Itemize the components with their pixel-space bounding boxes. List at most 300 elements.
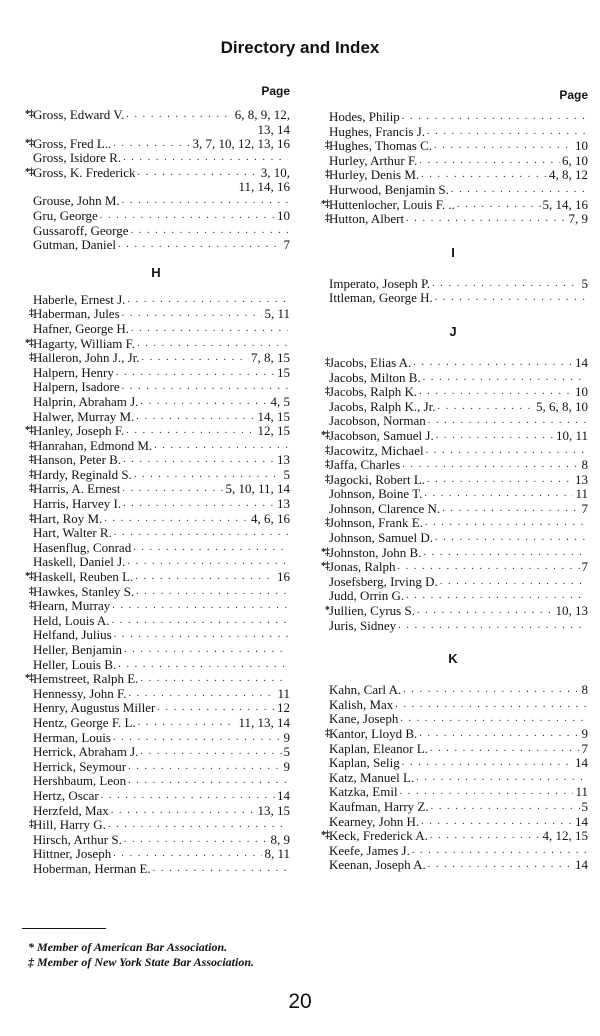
entry-name: Jacobs, Milton B.: [329, 369, 421, 385]
entry-pages: 6, 8, 9, 12,: [234, 107, 290, 122]
entry-name: Gussaroff, George: [33, 222, 129, 238]
index-entry: [318, 604, 588, 619]
dot-leader: [423, 371, 586, 386]
index-entry: [22, 194, 290, 209]
entry-pages: 4, 5: [270, 393, 290, 409]
entry-name: Gru, George: [33, 207, 98, 223]
dot-leader: [126, 108, 233, 123]
dot-leader: [427, 473, 573, 488]
index-entry: [22, 701, 290, 716]
membership-marks: *‡: [25, 337, 33, 349]
index-entry: [22, 804, 290, 819]
entry-name: Kaufman, Harry Z.: [329, 798, 429, 814]
membership-marks: ‡: [325, 517, 329, 529]
entry-name: Herrick, Seymour: [33, 758, 127, 774]
dot-leader: [138, 716, 237, 731]
dot-leader: [112, 614, 288, 629]
index-entry: [22, 151, 290, 166]
entry-name: Hodes, Philip: [329, 109, 400, 124]
index-entry: [318, 815, 588, 830]
entry-name: Keck, Frederick A.: [329, 828, 428, 844]
index-entry: [318, 168, 588, 183]
entry-name: Kane, Joseph: [329, 711, 399, 727]
index-entry: [22, 847, 290, 862]
membership-marks: ‡: [29, 308, 33, 320]
entry-name: Josefsberg, Irving D.: [329, 573, 438, 589]
index-entry: [318, 844, 588, 859]
membership-marks: *‡: [321, 561, 329, 573]
section-letter: K: [448, 651, 458, 667]
section-letter: H: [151, 264, 161, 280]
index-entry: [22, 833, 290, 848]
index-entry: [318, 560, 588, 575]
index-entry: [318, 698, 588, 713]
dot-leader: [428, 414, 586, 429]
index-entry: [318, 712, 588, 727]
entry-name: Jacobson, Samuel J.: [329, 427, 434, 443]
entry-pages: 12, 15: [257, 423, 290, 439]
entry-name: Hughes, Francis J.: [329, 123, 426, 139]
index-entry: [22, 614, 290, 629]
index-entry: [22, 585, 290, 600]
dot-leader: [136, 410, 255, 425]
index-entry: [318, 858, 588, 873]
entry-pages: 7: [581, 740, 588, 756]
index-entry: [318, 487, 588, 502]
dot-leader: [112, 599, 288, 614]
footnote-divider: [22, 928, 106, 929]
entry-name: Hart, Roy M.: [33, 510, 103, 526]
dot-leader: [440, 575, 586, 590]
dot-leader: [153, 862, 288, 877]
dot-leader: [127, 555, 288, 570]
entry-pages: 8: [581, 682, 588, 698]
entry-name: Henry, Augustus Miller: [33, 700, 156, 716]
entry-name: Hurley, Arthur F.: [329, 152, 418, 168]
left-column: [22, 82, 290, 877]
index-entry: [318, 429, 588, 444]
index-entry: [318, 154, 588, 169]
entry-pages: 14: [575, 755, 588, 771]
entry-name: Herrick, Abraham J.: [33, 744, 139, 760]
dot-leader: [438, 400, 534, 415]
entry-name: Hirsch, Arthur S.: [33, 831, 122, 847]
entry-name: Hill, Harry G.: [33, 817, 106, 833]
entry-name: Ittleman, George H.: [329, 290, 433, 306]
dot-leader: [397, 560, 579, 575]
entry-name: Hardy, Reginald S.: [33, 466, 132, 482]
index-entry: [22, 599, 290, 614]
entry-name: Hertz, Oscar: [33, 787, 99, 803]
index-entry: [318, 444, 588, 459]
index-entry: [22, 468, 290, 483]
entry-pages: 14: [575, 857, 588, 873]
entry-name: Johnston, John B.: [329, 544, 422, 560]
dot-leader: [432, 277, 579, 292]
entry-name: Halleron, John J., Jr.: [33, 350, 140, 366]
dot-leader: [135, 570, 275, 585]
dot-leader: [425, 516, 586, 531]
index-entry: [318, 458, 588, 473]
dot-leader: [419, 385, 573, 400]
entry-name: Halprin, Abraham J.: [33, 393, 139, 409]
membership-marks: ‡: [325, 140, 329, 152]
index-entry: [22, 224, 290, 239]
membership-marks: ‡: [325, 169, 329, 181]
membership-marks: ‡: [325, 473, 329, 485]
dot-leader: [403, 683, 579, 698]
dot-leader: [123, 151, 288, 166]
index-entry: [22, 439, 290, 454]
entry-name: Jullien, Cyrus S.: [329, 603, 415, 619]
entry-name: Katzka, Emil: [329, 784, 398, 800]
entry-pages: 9: [581, 726, 588, 741]
index-entry: [22, 209, 290, 224]
membership-marks: *‡: [321, 546, 329, 558]
index-entry: [318, 400, 588, 415]
index-entry: [22, 307, 290, 322]
page-title: Directory and Index: [220, 38, 380, 57]
page-column-header: Page: [559, 88, 588, 102]
entry-name: Huttenlocher, Louis F. ..: [329, 196, 455, 212]
entry-pages: 7: [581, 500, 588, 516]
entry-name: Hawkes, Stanley S.: [33, 583, 135, 599]
index-entry: [318, 742, 588, 757]
entry-name: Heller, Louis B.: [33, 656, 117, 672]
entry-name: Held, Louis A.: [33, 612, 110, 628]
index-entry: [22, 760, 290, 775]
membership-marks: ‡: [325, 459, 329, 471]
index-entry: [22, 380, 290, 395]
entry-name: Jonas, Ralph: [329, 559, 396, 575]
dot-leader: [113, 847, 262, 862]
entry-pages: 5, 10, 11, 14: [225, 481, 290, 497]
entry-pages: 11: [575, 486, 588, 502]
dot-leader: [136, 585, 288, 600]
dot-leader: [140, 672, 288, 687]
entry-name: Juris, Sidney: [329, 617, 397, 633]
index-entry: [318, 385, 588, 400]
entry-name: Hentz, George F. L.: [33, 714, 136, 730]
index-entry: [22, 731, 290, 746]
entry-pages: 13: [277, 452, 290, 468]
entry-name: Jacobson, Norman: [329, 413, 426, 429]
entry-name: Haberman, Jules: [33, 306, 120, 322]
index-entry: [318, 546, 588, 561]
index-entry: [318, 589, 588, 604]
entry-name: Halpern, Henry: [33, 364, 114, 380]
index-entry: [22, 137, 290, 152]
entry-name: Harris, A. Ernest: [33, 481, 121, 497]
entry-pages: 5: [581, 798, 588, 814]
index-entry: [22, 570, 290, 585]
entry-pages: 4, 12, 15: [542, 828, 588, 844]
membership-marks: *‡: [321, 830, 329, 842]
entry-pages: 8: [581, 457, 588, 473]
footnotes: [28, 940, 254, 970]
dot-leader: [122, 307, 263, 322]
membership-marks: ‡: [325, 213, 329, 225]
dot-leader: [442, 502, 579, 517]
index-entry: [22, 716, 290, 731]
entry-name: Keenan, Joseph A.: [329, 857, 426, 873]
membership-marks: ‡: [325, 728, 329, 739]
entry-pages-continued: 11, 14, 16: [238, 179, 290, 195]
dot-leader: [111, 804, 256, 819]
dot-leader: [430, 742, 580, 757]
index-entry: [22, 628, 290, 643]
membership-marks: *‡: [25, 109, 33, 120]
index-entry: [22, 351, 290, 366]
entry-name: Hanson, Peter B.: [33, 452, 122, 468]
dot-leader: [400, 712, 586, 727]
entry-name: Hafner, George H.: [33, 320, 129, 336]
index-entry: [318, 619, 588, 634]
entry-pages: 7: [581, 559, 588, 575]
index-entry: [22, 774, 290, 789]
footnote-aba: * Member of American Bar Association.: [28, 940, 228, 954]
entry-pages: 14, 15: [257, 408, 290, 424]
index-entry: [318, 371, 588, 386]
membership-marks: ‡: [325, 386, 329, 398]
dot-leader: [435, 531, 586, 546]
membership-marks: ‡: [29, 468, 33, 480]
index-entry: [318, 125, 588, 140]
membership-marks: ‡: [29, 585, 33, 597]
entry-name: Hearn, Murray: [33, 598, 111, 614]
entry-name: Hershbaum, Leon: [33, 773, 127, 789]
dot-leader: [131, 224, 288, 239]
dot-leader: [402, 458, 579, 473]
dot-leader: [430, 829, 541, 844]
entry-pages: 5: [581, 275, 588, 291]
dot-leader: [134, 468, 282, 483]
dot-leader: [436, 429, 554, 444]
membership-marks: *‡: [25, 673, 33, 685]
membership-marks: ‡: [29, 352, 33, 364]
membership-marks: ‡: [325, 444, 329, 456]
entry-pages: 15: [277, 364, 290, 380]
entry-pages: 10, 11: [555, 427, 588, 443]
membership-marks: *: [325, 605, 329, 617]
entry-name: Hanrahan, Edmond M.: [33, 437, 153, 453]
index-entry: [22, 745, 290, 760]
dot-leader: [133, 541, 288, 556]
dot-leader: [113, 731, 282, 746]
index-entry: [22, 410, 290, 425]
entry-name: Gross, Isidore R.: [33, 150, 122, 166]
dot-leader: [424, 487, 573, 502]
entry-name: Grouse, John M.: [33, 193, 120, 209]
entry-name: Haberle, Ernest J.: [33, 291, 126, 307]
dot-leader: [427, 125, 586, 140]
membership-marks: *‡: [25, 571, 33, 583]
index-entry: [22, 366, 290, 381]
dot-leader: [434, 139, 573, 154]
index-entry: [22, 497, 290, 512]
dot-leader: [131, 322, 288, 337]
membership-marks: ‡: [29, 512, 33, 524]
entry-pages: 5, 6, 8, 10: [536, 398, 588, 414]
entry-pages: 14: [277, 787, 290, 803]
dot-leader: [108, 818, 288, 833]
entry-name: Jagocki, Robert L.: [329, 471, 426, 487]
dot-leader: [101, 789, 275, 804]
dot-leader: [157, 701, 275, 716]
entry-pages: 5: [283, 744, 290, 760]
entry-pages: 9: [283, 758, 290, 774]
dot-leader: [128, 774, 288, 789]
footnote-nysba: ‡ Member of New York State Bar Association.: [28, 955, 255, 969]
dot-leader: [123, 453, 275, 468]
entry-name: Kaplan, Selig: [329, 755, 400, 771]
entry-pages: 11, 13, 14: [238, 714, 290, 730]
entry-pages: 14: [575, 813, 588, 829]
dot-leader: [124, 643, 288, 658]
entry-name: Hurley, Denis M.: [329, 167, 420, 183]
index-entry: [22, 862, 290, 877]
dot-leader: [113, 137, 190, 152]
dot-leader: [406, 212, 566, 227]
page-number: 20: [288, 990, 312, 1013]
entry-name: Kalish, Max: [329, 696, 394, 712]
dot-leader: [128, 687, 275, 702]
index-entry: [22, 687, 290, 702]
index-entry: [22, 526, 290, 541]
dot-leader: [140, 745, 281, 760]
dot-leader: [413, 356, 573, 371]
entry-name: Judd, Orrin G.: [329, 588, 405, 604]
index-entry: [318, 756, 588, 771]
index-entry: [318, 683, 588, 698]
index-entry: [318, 727, 588, 742]
dot-leader: [457, 198, 541, 213]
index-entry: [318, 502, 588, 517]
entry-name: Hemstreet, Ralph E.: [33, 671, 139, 687]
index-entry: [22, 322, 290, 337]
dot-leader: [122, 380, 288, 395]
membership-marks: ‡: [29, 483, 33, 495]
dot-leader: [419, 727, 579, 742]
entry-pages: 10: [575, 138, 588, 154]
index-entry: [318, 183, 588, 198]
dot-leader: [154, 439, 288, 454]
index-entry: [22, 555, 290, 570]
entry-name: Hennessy, John F.: [33, 685, 127, 701]
entry-pages: 6, 10: [562, 152, 588, 168]
dot-leader: [140, 395, 268, 410]
entry-pages: 8, 11: [264, 846, 290, 862]
entry-pages: 11: [277, 685, 290, 701]
index-entry: [22, 337, 290, 352]
entry-pages-continued: 13, 14: [257, 121, 290, 137]
dot-leader: [431, 800, 580, 815]
index-entry: [22, 482, 290, 497]
entry-pages: 8, 9: [270, 831, 290, 847]
dot-leader: [417, 604, 554, 619]
dot-leader: [100, 209, 275, 224]
entry-name: Hoberman, Herman E.: [33, 860, 151, 876]
dot-leader: [423, 546, 586, 561]
index-entry: [22, 293, 290, 308]
entry-pages: 10: [575, 384, 588, 400]
dot-leader: [398, 619, 586, 634]
dot-leader: [128, 760, 281, 775]
dot-leader: [416, 771, 586, 786]
membership-marks: *‡: [25, 425, 33, 437]
entry-name: Hagarty, William F.: [33, 335, 136, 351]
entry-name: Imperato, Joseph P.: [329, 275, 431, 291]
index-entry: [22, 395, 290, 410]
dot-leader: [123, 497, 275, 512]
entry-name: Katz, Manuel L.: [329, 769, 415, 785]
index-entry: [318, 110, 588, 125]
entry-name: Hittner, Joseph: [33, 846, 112, 862]
index-entry: [22, 238, 290, 253]
entry-name: Helfand, Julius: [33, 627, 112, 643]
entry-name: Jacobs, Ralph K.: [329, 384, 418, 400]
dot-leader: [114, 628, 288, 643]
membership-marks: ‡: [29, 454, 33, 466]
entry-pages: 12: [277, 700, 290, 716]
section-letter: J: [449, 323, 457, 339]
section-letter: I: [451, 244, 455, 260]
entry-pages: 13, 15: [257, 802, 290, 818]
entry-name: Hutton, Albert: [329, 211, 405, 227]
right-column: [318, 86, 588, 873]
left-entries: [22, 108, 290, 877]
index-entry: [318, 356, 588, 371]
entry-pages: 9: [283, 729, 290, 745]
membership-marks: ‡: [29, 819, 33, 831]
dot-leader: [412, 844, 586, 859]
index-entry: [318, 516, 588, 531]
index-entry: [22, 512, 290, 527]
dot-leader: [122, 194, 288, 209]
entry-pages: 13: [277, 496, 290, 512]
entry-name: Jacowitz, Michael: [329, 442, 424, 458]
dot-leader: [116, 366, 275, 381]
entry-name: Hughes, Thomas C.: [329, 138, 433, 154]
entry-pages: 3, 10,: [260, 164, 290, 180]
dot-leader: [137, 337, 288, 352]
entry-name: Jaffa, Charles: [329, 457, 401, 473]
dot-leader: [421, 815, 573, 830]
entry-name: Harris, Harvey I.: [33, 496, 122, 512]
index-entry: [22, 789, 290, 804]
membership-marks: *‡: [25, 166, 33, 178]
dot-leader: [124, 833, 269, 848]
dot-leader: [419, 154, 560, 169]
index-entry: [318, 198, 588, 213]
entry-name: Jacobs, Elias A.: [329, 354, 412, 370]
dot-leader: [428, 858, 573, 873]
index-entry: [318, 277, 588, 292]
dot-leader: [118, 658, 288, 673]
index-entry: [318, 414, 588, 429]
entry-name: Gross, Fred L..: [33, 135, 112, 151]
index-entry: [22, 818, 290, 833]
membership-marks: *‡: [321, 198, 329, 210]
index-entry: [22, 658, 290, 673]
membership-marks: *‡: [25, 137, 33, 149]
dot-leader: [402, 110, 586, 125]
entry-name: Halpern, Isadore: [33, 379, 120, 395]
entry-pages: 14: [575, 354, 588, 370]
entry-name: Johnson, Boine T.: [329, 486, 423, 502]
entry-name: Hanley, Joseph F.: [33, 423, 125, 439]
entry-pages: 7, 9: [568, 211, 588, 227]
